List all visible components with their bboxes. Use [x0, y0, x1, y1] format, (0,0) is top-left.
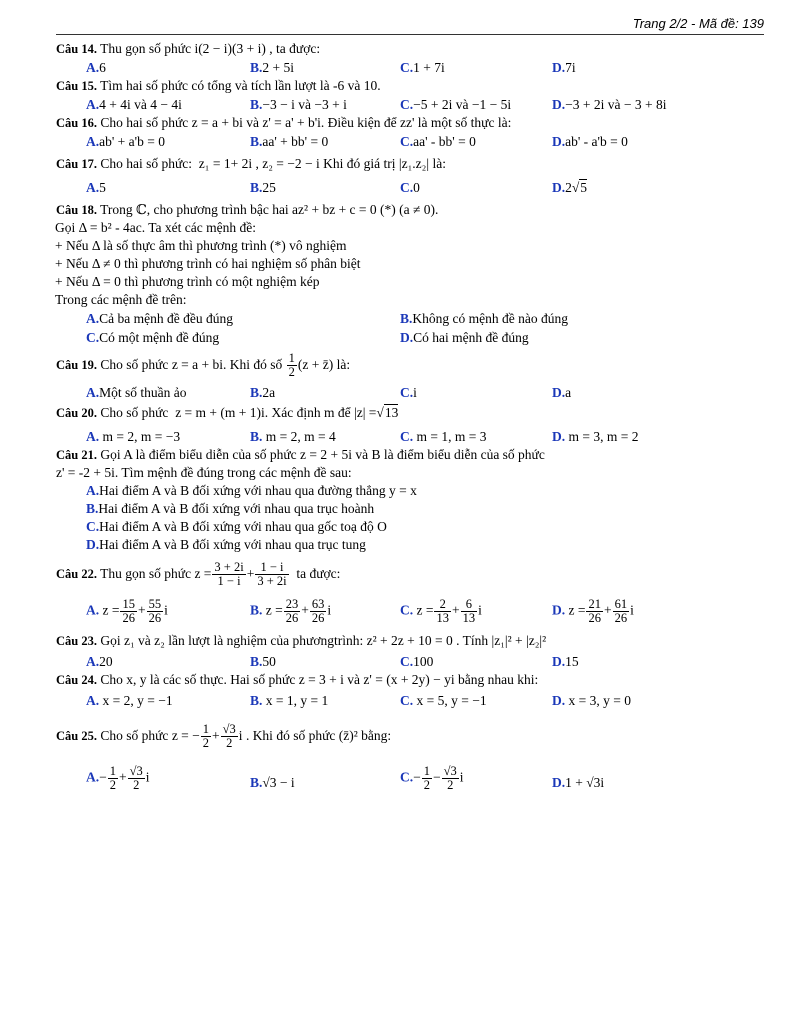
option-a[interactable]: A.Cả ba mệnh đề đều đúng [86, 311, 233, 326]
question-label: Câu 18. [56, 203, 97, 217]
question-text: Thu gọn số phức [100, 566, 192, 581]
expression: z = [194, 566, 212, 581]
page-info: Trang 2/2 - Mã đề: 139 [632, 16, 764, 31]
question-label: Câu 23. [56, 634, 97, 648]
fraction: $\frac{√3}{2}$ [222, 722, 236, 751]
option-b[interactable]: B.Không có mệnh đề nào đúng [400, 311, 568, 326]
question-text: Thu gọn số phức [100, 41, 192, 56]
question-23 [56, 630, 768, 671]
exam-page [56, 38, 768, 799]
option-c[interactable]: C. m = 1, m = 3 [400, 429, 487, 444]
question-label: Câu 20. [56, 406, 97, 420]
option-c[interactable]: C.−5 + 2i và −1 − 5i [400, 97, 512, 112]
option-a[interactable]: A.5 [86, 180, 106, 195]
statement-line: + Nếu Δ là số thực âm thì phương trình (*) vô nghiệm [55, 238, 347, 253]
option-b[interactable]: B.Hai điểm A và B đối xứng với nhau qua trục hoành [86, 501, 375, 516]
question-text: Gọi A là điểm biểu diễn của số phức z = 2 + 5i và B là điểm biểu diễn của số phức [100, 447, 545, 462]
question-16 [56, 114, 768, 151]
question-label: Câu 15. [56, 79, 97, 93]
question-19 [56, 350, 768, 402]
question-25: Câu 25. Cho số phức z = − $\frac{1}{2}$ + $\frac{√3}{2}$ i . Khi đó số phức (z̄)² bằng: A.− $\frac{1}{2}$ + $\frac{√3}{2}$ i B.√3 − i C.− $\frac{1}{2}$ − $\frac{√3}{2}$ i D.1 + √3i [56, 722, 605, 792]
option-d[interactable]: D.Có hai mệnh đề đúng [400, 330, 529, 345]
option-d[interactable]: D.7i [552, 60, 576, 75]
expression: z₁ = 1+ 2i , z₂ = −2 − i [198, 156, 320, 171]
option-c[interactable]: C. z = $\frac{2}{13}$ + $\frac{6}{13}$ i [400, 597, 482, 625]
option-c[interactable]: C.100 [400, 654, 434, 669]
option-c[interactable]: C.1 + 7i [400, 60, 445, 75]
question-text: , ta được: [269, 41, 321, 56]
option-a[interactable]: A.6 [86, 60, 106, 75]
question-text: Cho số phức [100, 357, 169, 372]
option-b[interactable]: B.√3 − i [250, 775, 295, 790]
question-text: z' = -2 + 5i. Tìm mệnh đề đúng trong các mệnh đề sau: [56, 465, 352, 480]
option-d[interactable]: D.2√5 [552, 180, 588, 195]
option-b[interactable]: B.2a [250, 385, 276, 400]
option-a[interactable]: A.Hai điểm A và B đối xứng với nhau qua đường thẳng y = x [86, 483, 417, 498]
option-d[interactable]: D.−3 + 2i và − 3 + 8i [552, 97, 667, 112]
question-text: Gọi z₁ và z₂ lần lượt là nghiệm của phươngtrình: z² + 2z + 10 = 0 . Tính |z₁|² + |z₂|² [100, 633, 547, 648]
question-15 [56, 77, 768, 114]
expression: |z₁.z₂| [398, 156, 430, 171]
question-text: Tìm hai số phức có tổng và tích lần lượt là -6 và 10. [100, 78, 381, 93]
question-text: bằng: [361, 728, 392, 743]
question-text: Cho hai số phức: [100, 156, 193, 171]
expression: z = m + (m + 1)i [175, 405, 265, 420]
option-a[interactable]: A. m = 2, m = −3 [86, 429, 181, 444]
option-c[interactable]: C.i [400, 385, 417, 400]
option-d[interactable]: D. z = $\frac{21}{26}$ + $\frac{61}{26}$ i [552, 597, 634, 625]
option-d[interactable]: D.a [552, 385, 572, 400]
option-a[interactable]: A.ab' + a'b = 0 [86, 134, 165, 149]
option-a[interactable]: A.20 [86, 654, 113, 669]
option-a[interactable]: A.− $\frac{1}{2}$ + $\frac{√3}{2}$ i [86, 764, 150, 792]
fraction: $\frac{3 + 2i}{1 - i}$ [214, 560, 244, 589]
option-d[interactable]: D.1 + √3i [552, 775, 605, 790]
question-text: là: [432, 156, 446, 171]
question-label: Câu 19. [56, 358, 97, 372]
question-text: Trong ℂ, cho phương trình bậc hai az² + bz + c = 0 (*) (a ≠ 0). [100, 202, 439, 217]
question-text: ta được: [296, 566, 341, 581]
option-b[interactable]: B.aa' + bb' = 0 [250, 134, 329, 149]
question-17 [56, 153, 768, 199]
option-b[interactable]: B.2 + 5i [250, 60, 295, 75]
page-header [56, 14, 764, 35]
question-18 [56, 201, 768, 347]
expression: (z̄)² [338, 728, 358, 743]
question-text: Cho số phức [100, 728, 169, 743]
expression: z = − [171, 728, 200, 743]
expression: z = a + bi [171, 357, 224, 372]
option-d[interactable]: D.Hai điểm A và B đối xứng với nhau qua trục tung [86, 537, 366, 552]
expression: i(2 − i)(3 + i) [194, 41, 266, 56]
option-b[interactable]: B. z = $\frac{23}{26}$ + $\frac{63}{26}$ i [250, 597, 332, 625]
option-d[interactable]: D. x = 3, y = 0 [552, 693, 631, 708]
option-a[interactable]: A. z = $\frac{15}{26}$ + $\frac{55}{26}$ i [86, 597, 168, 625]
option-c[interactable]: C.Có một mệnh đề đúng [86, 330, 220, 345]
expression: |z| = [354, 405, 377, 420]
option-c[interactable]: C. x = 5, y = −1 [400, 693, 487, 708]
question-text: . Xác định m để [264, 405, 351, 420]
option-b[interactable]: B. m = 2, m = 4 [250, 429, 336, 444]
statement-line: Trong các mệnh đề trên: [55, 292, 187, 307]
statement-line: + Nếu Δ ≠ 0 thì phương trình có hai nghiệm số phân biệt [55, 256, 361, 271]
question-label: Câu 25. [56, 729, 97, 743]
question-label: Câu 14. [56, 42, 97, 56]
option-c[interactable]: C.0 [400, 180, 420, 195]
question-14 [56, 40, 768, 77]
question-label: Câu 17. [56, 157, 97, 171]
option-a[interactable]: A.4 + 4i và 4 − 4i [86, 97, 182, 112]
question-label: Câu 22. [56, 567, 97, 581]
question-label: Câu 21. [56, 448, 97, 462]
question-text: . Khi đó số [223, 357, 283, 372]
option-a[interactable]: A. x = 2, y = −1 [86, 693, 173, 708]
question-text: Cho x, y là các số thực. Hai số phức z = 3 + i và z' = (x + 2y) − yi bằng nhau khi: [100, 672, 539, 687]
statement-line: + Nếu Δ = 0 thì phương trình có một nghiệm kép [55, 274, 320, 289]
option-b[interactable]: B.25 [250, 180, 276, 195]
sqrt-value: 13 [384, 405, 399, 420]
question-text: Cho số phức [100, 405, 169, 420]
fraction: $\frac{1}{2}$ [202, 722, 210, 751]
option-c[interactable]: C.aa' - bb' = 0 [400, 134, 476, 149]
fraction: $\frac{1 - i}{3 + 2i}$ [257, 560, 287, 589]
question-text: . Khi đó số phức [245, 728, 336, 743]
option-c[interactable]: C.Hai điểm A và B đối xứng với nhau qua gốc toạ độ O [86, 519, 387, 534]
question-24 [56, 671, 768, 711]
option-d[interactable]: D.ab' - a'b = 0 [552, 134, 628, 149]
question-21 [56, 446, 768, 554]
expression: (z + z̄) [297, 357, 334, 372]
option-b[interactable]: B.−3 − i và −3 + i [250, 97, 347, 112]
option-a[interactable]: A.Một số thuần ảo [86, 385, 187, 400]
option-c[interactable]: C.− $\frac{1}{2}$ − $\frac{√3}{2}$ i [400, 764, 464, 792]
option-d[interactable]: D.15 [552, 654, 579, 669]
option-d[interactable]: D. m = 3, m = 2 [552, 429, 639, 444]
question-22: Câu 22. Thu gọn số phức z = $\frac{3 + 2i}{1 - i}$ + $\frac{1 - i}{3 + 2i}$ ta được: A. z = $\frac{15}{26}$ + $\frac{55}{26}$ i B. z = $\frac{23}{26}$ + $\frac{63}{26}$ i C. z = $\frac{2}{13}$ + $\frac{6}{13}$ i D. z = $\frac{21}{26}$ + $\frac{61}{26}$ i [56, 560, 634, 625]
option-b[interactable]: B.50 [250, 654, 276, 669]
question-text: Cho hai số phức z = a + bi và z' = a' + b'i. Điều kiện để zz' là một số thực là: [100, 115, 512, 130]
question-text: Khi đó giá trị [323, 156, 396, 171]
question-20: Câu 20. Cho số phức z = m + (m + 1)i. Xác định m để |z| =√13 A. m = 2, m = −3 B. m = 2, m = 4 C. m = 1, m = 3 D. m = 3, m = 2 [56, 405, 639, 444]
fraction: $\frac{1}{2}$ [288, 351, 295, 380]
question-label: Câu 24. [56, 673, 97, 687]
question-text: là: [336, 357, 351, 372]
statement-line: Gọi Δ = b² - 4ac. Ta xét các mệnh đề: [55, 220, 256, 235]
option-b[interactable]: B. x = 1, y = 1 [250, 693, 329, 708]
question-label: Câu 16. [56, 116, 97, 130]
